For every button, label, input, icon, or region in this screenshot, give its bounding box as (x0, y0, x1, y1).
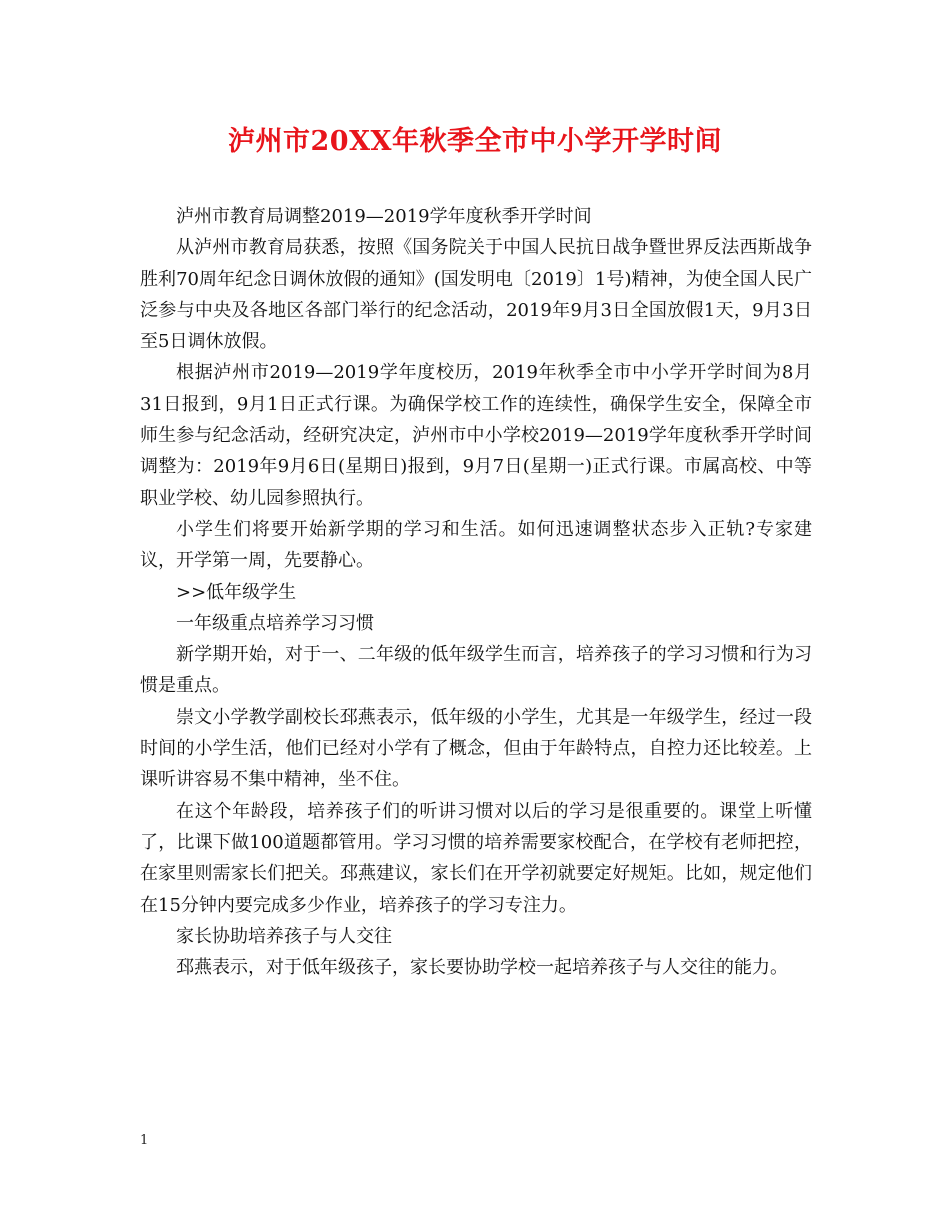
paragraph-expert-advice: 小学生们将要开始新学期的学习和生活。如何迅速调整状态步入正轨?专家建议，开学第一周，先要静心。 (140, 518, 812, 572)
paragraph-holiday-notice: 从泸州市教育局获悉，按照《国务院关于中国人民抗日战争暨世界反法西斯战争胜利70周年纪念日调休放假的通知》(国发明电〔2019〕1号)精神，为使全国人民广泛参与中央及各地区各部门举行的纪念活动，2019年9月3日全国放假1天，9月3日至5日调休放假。 (140, 237, 812, 353)
subheading-study-habits: 一年级重点培养学习习惯 (176, 612, 374, 634)
document-body (140, 201, 812, 983)
paragraph-subtitle: 泸州市教育局调整2019—2019学年度秋季开学时间 (176, 206, 592, 227)
paragraph-parent-support: 邳燕表示，对于低年级孩子，家长要协助学校一起培养孩子与人交往的能力。 (176, 957, 788, 979)
subheading-social-skills: 家长协助培养孩子与人交往 (176, 925, 392, 947)
page-number: 1 (140, 1133, 149, 1148)
paragraph-listening-habits: 在这个年龄段，培养孩子们的听讲习惯对以后的学习是很重要的。课堂上听懂了，比课下做100道题都管用。学习习惯的培养需要家校配合，在学校有老师把控，在家里则需家长们把关。邳燕建议，家长们在开学初就要定好规矩。比如，规定他们在15分钟内要完成多少作业，培养孩子的学习专注力。 (140, 800, 812, 916)
paragraph-new-semester: 新学期开始，对于一、二年级的低年级学生而言，培养孩子的学习习惯和行为习惯是重点。 (140, 644, 812, 697)
paragraph-school-calendar: 根据泸州市2019—2019学年度校历，2019年秋季全市中小学开学时间为8月31日报到，9月1日正式行课。为确保学校工作的连续性，确保学生安全，保障全市师生参与纪念活动，经研究决定，泸州市中小学校2019—2019学年度秋季开学时间调整为：2019年9月6日(星期日)报到，9月7日(星期一)正式行课。市属高校、中等职业学校、幼儿园参照执行。 (140, 362, 812, 509)
section-heading-lower-grades: >>低年级学生 (176, 581, 297, 603)
document-title: 泸州市20XX年秋季全市中小学开学时间 (228, 126, 722, 157)
paragraph-principal-statement: 崇文小学教学副校长邳燕表示，低年级的小学生，尤其是一年级学生，经过一段时间的小学生活，他们已经对小学有了概念，但由于年龄特点，自控力还比较差。上课听讲容易不集中精神，坐不住。 (140, 706, 812, 791)
